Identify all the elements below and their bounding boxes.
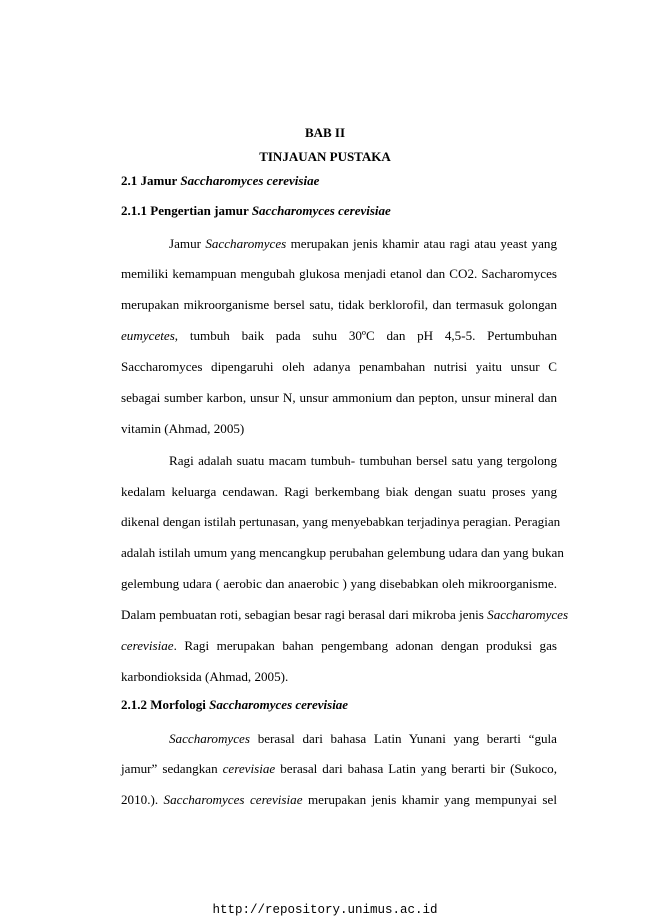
- paragraph-line: merupakan mikroorganisme bersel satu, tidak berklorofil, dan termasuk golongan: [121, 297, 557, 312]
- section-heading-2-1-2: 2.1.2 Morfologi Saccharomyces cerevisiae: [121, 697, 349, 712]
- paragraph-line: Ragi adalah suatu macam tumbuh- tumbuhan bersel satu yang tergolong: [169, 453, 557, 468]
- paragraph-line: 2010.). Saccharomyces cerevisiae merupakan jenis khamir yang mempunyai sel: [121, 792, 557, 807]
- paragraph-line: kedalam keluarga cendawan. Ragi berkembang biak dengan suatu proses yang: [121, 484, 557, 499]
- paragraph-line: karbondioksida (Ahmad, 2005).: [121, 669, 289, 684]
- paragraph-line: jamur” sedangkan cerevisiae berasal dari bahasa Latin yang berarti bir (Sukoco,: [121, 761, 557, 776]
- paragraph-line: Jamur Saccharomyces merupakan jenis khamir atau ragi atau yeast yang: [169, 236, 557, 251]
- paragraph-line: memiliki kemampuan mengubah glukosa menjadi etanol dan CO2. Sacharomyces: [121, 266, 557, 281]
- paragraph-line: cerevisiae. Ragi merupakan bahan pengembang adonan dengan produksi gas: [121, 638, 557, 653]
- repository-url: http://repository.unimus.ac.id: [212, 903, 438, 917]
- chapter-title: TINJAUAN PUSTAKA: [259, 149, 391, 164]
- section-heading-2-1-1: 2.1.1 Pengertian jamur Saccharomyces cerevisiae: [121, 203, 391, 218]
- paragraph-line: Saccharomyces berasal dari bahasa Latin Yunani yang berarti “gula: [169, 731, 557, 746]
- paragraph-line: sebagai sumber karbon, unsur N, unsur ammonium dan pepton, unsur mineral dan: [121, 390, 557, 405]
- paragraph-line: vitamin (Ahmad, 2005): [121, 421, 245, 436]
- section-heading-2-1: 2.1 Jamur Saccharomyces cerevisiae: [121, 173, 320, 188]
- paragraph-line: eumycetes, tumbuh baik pada suhu 30ºC dan pH 4,5-5. Pertumbuhan: [121, 328, 557, 343]
- chapter-number: BAB II: [304, 125, 346, 140]
- paragraph-line: gelembung udara ( aerobic dan anaerobic ) yang disebabkan oleh mikroorganisme.: [121, 576, 557, 591]
- paragraph-line: Dalam pembuatan roti, sebagian besar ragi berasal dari mikroba jenis Saccharomyces: [121, 607, 569, 622]
- paragraph-line: dikenal dengan istilah pertunasan, yang menyebabkan terjadinya peragian. Peragian: [121, 514, 561, 529]
- paragraph-line: Saccharomyces dipengaruhi oleh adanya penambahan nutrisi yaitu unsur C: [121, 359, 557, 374]
- paragraph-line: adalah istilah umum yang mencangkup perubahan gelembung udara dan yang bukan: [121, 545, 564, 560]
